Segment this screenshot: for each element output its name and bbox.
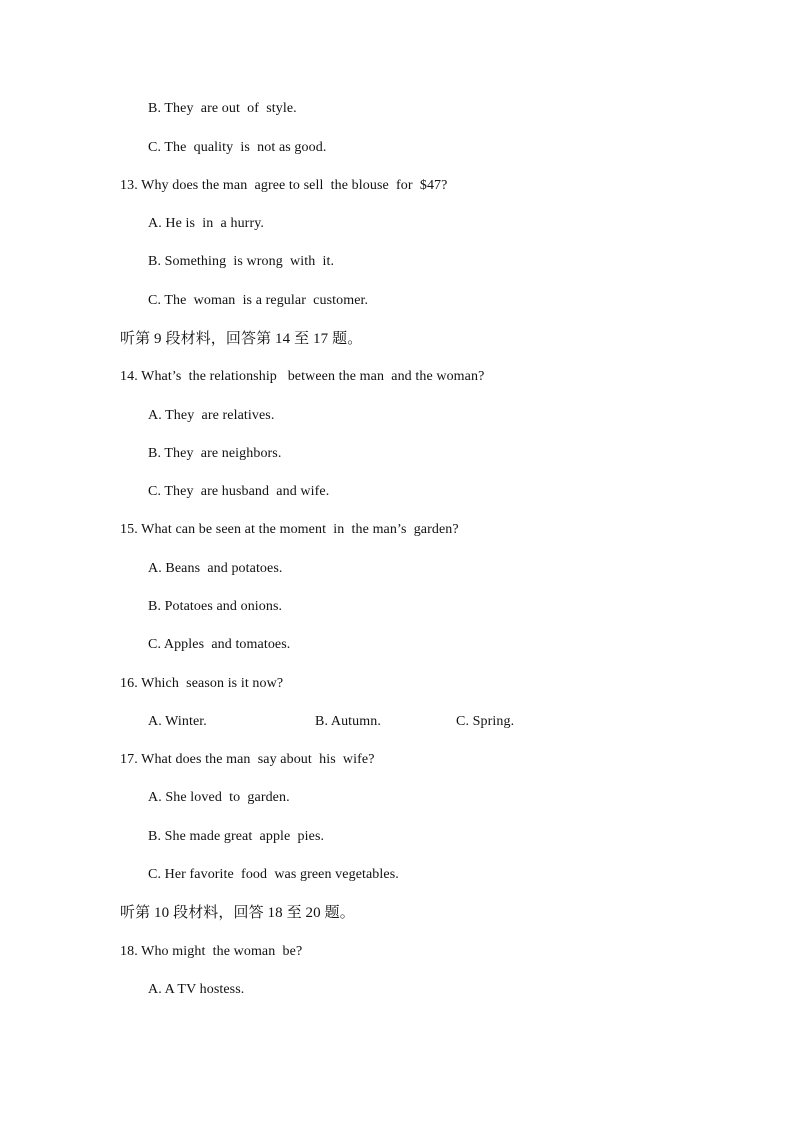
section-instruction-10: 听第 10 段材料，回答 18 至 20 题。 bbox=[120, 905, 355, 921]
option-17c: C. Her favorite food was green vegetables. bbox=[148, 867, 399, 882]
option-16a: A. Winter. bbox=[148, 714, 207, 729]
option-17a: A. She loved to garden. bbox=[148, 790, 290, 805]
option-12c: C. The quality is not as good. bbox=[148, 140, 327, 155]
option-14c: C. They are husband and wife. bbox=[148, 484, 330, 499]
question-16: 16. Which season is it now? bbox=[120, 676, 284, 691]
option-17b: B. She made great apple pies. bbox=[148, 829, 325, 844]
option-16b: B. Autumn. bbox=[315, 714, 381, 729]
question-14: 14. What’s the relationship between the man and the woman? bbox=[120, 369, 485, 384]
option-12b: B. They are out of style. bbox=[148, 101, 297, 116]
question-17: 17. What does the man say about his wife? bbox=[120, 752, 375, 767]
option-14a: A. They are relatives. bbox=[148, 408, 275, 423]
option-13b: B. Something is wrong with it. bbox=[148, 254, 335, 269]
question-18: 18. Who might the woman be? bbox=[120, 944, 303, 959]
option-16c: C. Spring. bbox=[456, 714, 515, 729]
option-18a: A. A TV hostess. bbox=[148, 982, 245, 997]
option-13a: A. He is in a hurry. bbox=[148, 216, 264, 231]
option-15b: B. Potatoes and onions. bbox=[148, 599, 283, 614]
option-15a: A. Beans and potatoes. bbox=[148, 561, 283, 576]
section-instruction-9: 听第 9 段材料，回答第 14 至 17 题。 bbox=[120, 331, 363, 347]
option-15c: C. Apples and tomatoes. bbox=[148, 637, 291, 652]
question-15: 15. What can be seen at the moment in the man’s garden? bbox=[120, 522, 459, 537]
option-14b: B. They are neighbors. bbox=[148, 446, 282, 461]
option-13c: C. The woman is a regular customer. bbox=[148, 293, 369, 308]
question-13: 13. Why does the man agree to sell the blouse for $47? bbox=[120, 178, 448, 193]
